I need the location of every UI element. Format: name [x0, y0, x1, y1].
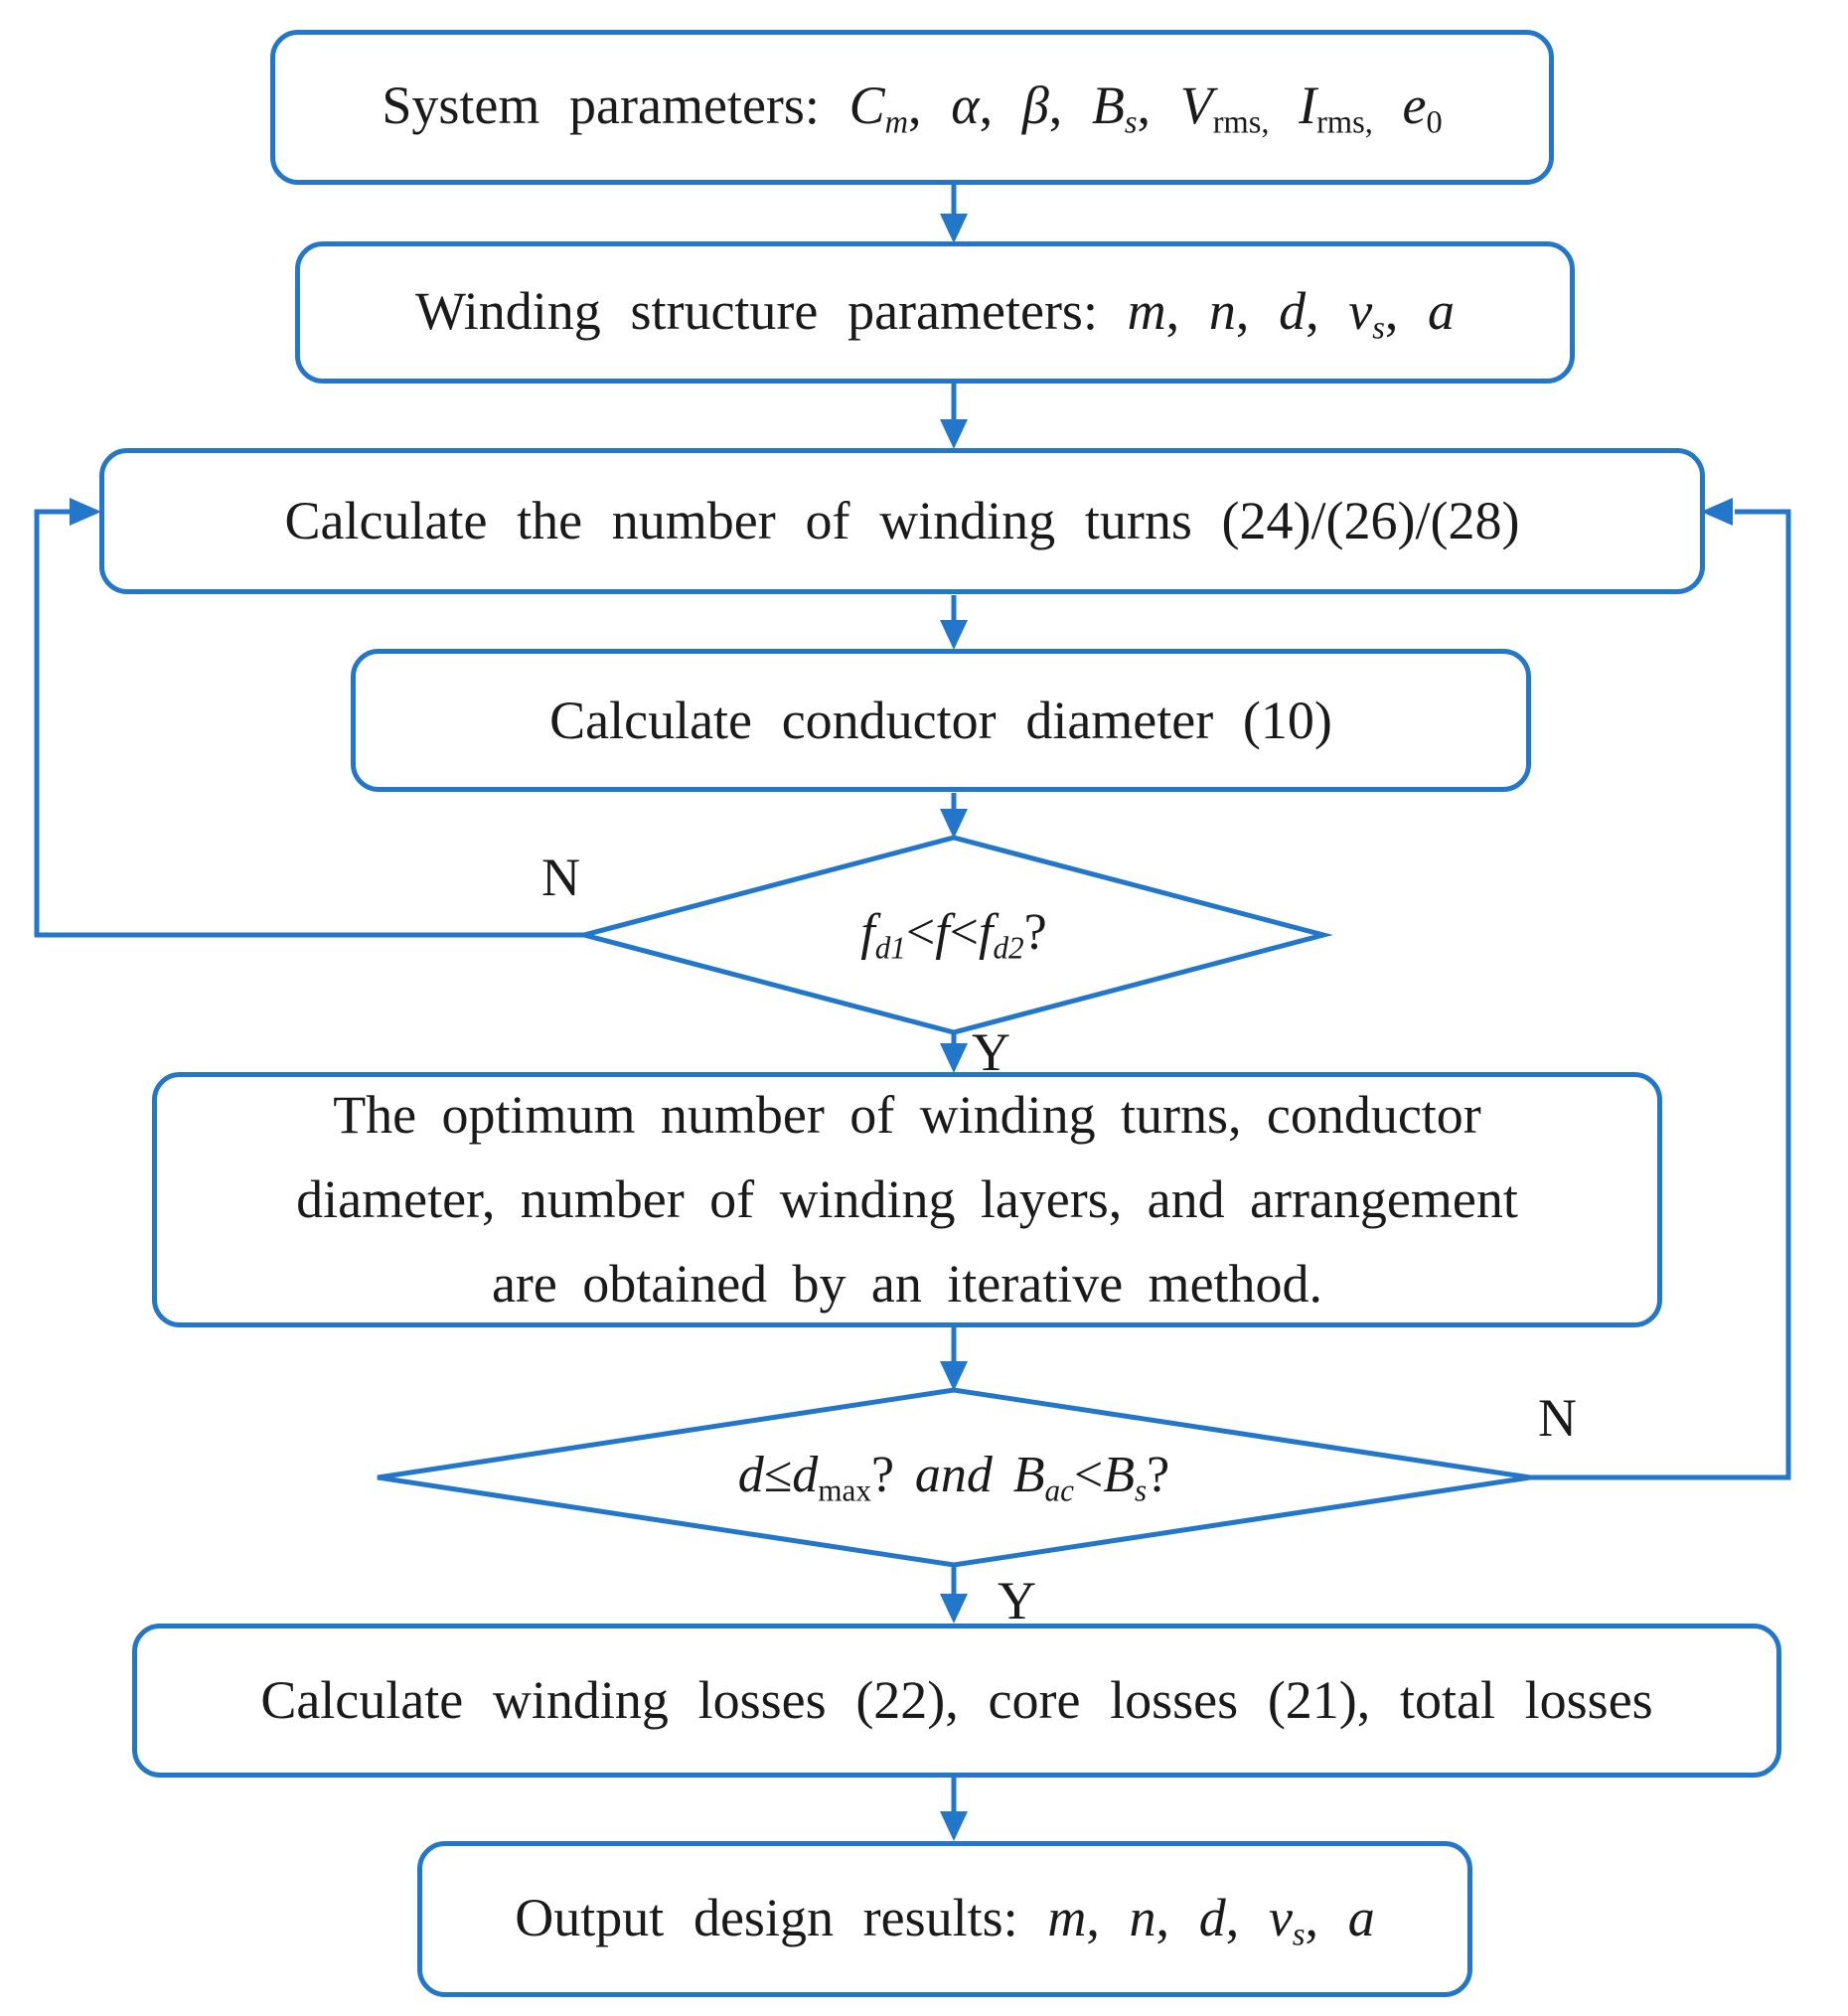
arrow-winding-to-turns [940, 384, 968, 449]
branch-label-freq-yes: Y [972, 1022, 1010, 1082]
node-output-results-label: Output design results: m, n, d, vs, a [515, 1887, 1375, 1953]
branch-label-freq-no: N [541, 848, 580, 907]
node-winding-structure-label: Winding structure parameters: m, n, d, vs, a [414, 280, 1456, 347]
node-calc-diameter [351, 649, 1531, 792]
node-system-parameters [270, 30, 1554, 185]
node-calc-diameter-label: Calculate conductor diameter (10) [549, 690, 1332, 750]
decision-constraints-text: d≤dmax? and Bac<Bs? [737, 1447, 1170, 1508]
branch-label-constraints-yes: Y [998, 1571, 1036, 1630]
arrow-freq-yes [940, 1031, 968, 1073]
loop-constraints-no [1530, 498, 1788, 1477]
node-optimum-result [152, 1072, 1662, 1327]
arrow-constraints-yes [940, 1566, 968, 1624]
arrow-turns-to-diameter [940, 595, 968, 650]
decision-frequency-label [636, 887, 1272, 983]
node-calc-turns [99, 448, 1705, 594]
node-output-results [417, 1841, 1472, 1997]
decision-frequency-text: fd1<f<fd2? [860, 904, 1047, 966]
branch-label-constraints-no: N [1538, 1388, 1577, 1448]
node-calc-turns-label: Calculate the number of winding turns (24)/(26)/(28) [284, 491, 1520, 551]
node-system-parameters-label: System parameters: Cm, α, β, Bs, Vrms, Irms, e0 [382, 76, 1443, 141]
decision-constraints-label [477, 1430, 1431, 1525]
arrow-losses-to-output [940, 1778, 968, 1841]
node-winding-structure [295, 241, 1575, 384]
node-calc-losses-label: Calculate winding losses (22), core losses (21), total losses [260, 1670, 1653, 1731]
node-optimum-result-label: The optimum number of winding turns, conductor diameter, number of winding layers, and arrangement are obtained by an iterative method. [296, 1084, 1518, 1315]
node-calc-losses [132, 1624, 1781, 1778]
arrow-optimum-to-constraints-decision [940, 1327, 968, 1391]
arrow-system-to-winding [940, 185, 968, 243]
arrow-diameter-to-freq-decision [940, 793, 968, 839]
